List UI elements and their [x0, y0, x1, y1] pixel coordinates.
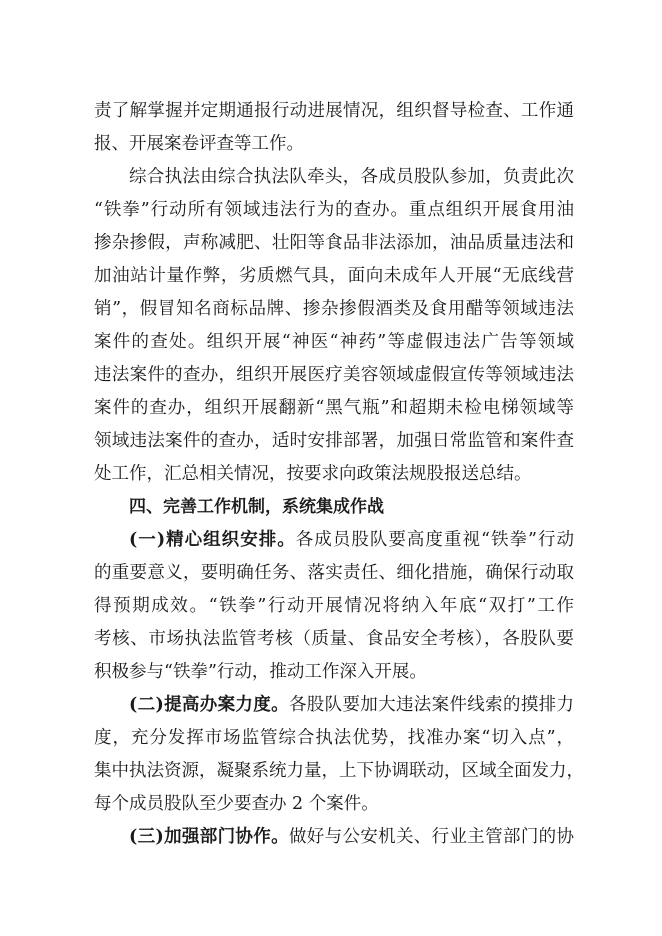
paragraph-text: 各股队要加大违法案件线索的摸排力 [288, 695, 574, 715]
subsection-title: (二)提高办案力度。 [129, 695, 289, 715]
paragraph-line: 领域违法案件的查办，适时安排部署，加强日常监管和案件查 [94, 431, 574, 451]
paragraph-line: 的重要意义，要明确任务、落实责任、细化措施，确保行动取 [94, 563, 574, 583]
paragraph-line: 报、开展案卷评查等工作。 [94, 134, 304, 154]
paragraph-line: 综合执法由综合执法队牵头，各成员股队参加，负责此次 [129, 167, 574, 187]
paragraph-line [94, 691, 574, 719]
paragraph-line: 考核、市场执法监管考核（质量、食品安全考核），各股队要 [94, 629, 574, 649]
paragraph-line: 加油站计量作弊，劣质燃气具，面向未成年人开展“无底线营 [94, 266, 574, 286]
paragraph-line: 处工作，汇总相关情况，按要求向政策法规股报送总结。 [94, 464, 532, 484]
subsection-title: (三)加强部门协作。 [129, 827, 289, 847]
paragraph-line: 掺杂掺假，声称减肥、壮阳等食品非法添加，油品质量违法和 [94, 233, 574, 253]
paragraph-line: 案件的查办，组织开展翻新“黑气瓶”和超期未检电梯领域等 [94, 398, 574, 418]
paragraph-line: 案件的查处。组织开展“神医“神药”等虚假违法广告等领域 [94, 332, 574, 352]
subsection-title: (一)精心组织安排。 [129, 530, 296, 550]
paragraph-line: 得预期成效。“铁拳”行动开展情况将纳入年底“双打”工作 [94, 596, 574, 616]
paragraph-line: 每个成员股队至少要查办 2 个案件。 [94, 794, 379, 814]
section-heading: 四、完善工作机制，系统集成作战 [129, 497, 384, 517]
paragraph-line: 责了解掌握并定期通报行动进展情况，组织督导检查、工作通 [94, 101, 574, 121]
paragraph-line: 集中执法资源，凝聚系统力量，上下协调联动，区域全面发力， [94, 761, 584, 781]
paragraph-line [94, 526, 574, 554]
paragraph-line: 度，充分发挥市场监管综合执法优势，找准办案“切入点”， [94, 728, 574, 748]
paragraph-line: “铁拳”行动所有领域违法行为的查办。重点组织开展食用油 [94, 200, 574, 220]
paragraph-line: 违法案件的查办，组织开展医疗美容领域虚假宣传等领域违法 [94, 365, 574, 385]
paragraph-line: 销”，假冒知名商标品牌、掺杂掺假酒类及食用醋等领域违法 [94, 299, 574, 319]
paragraph-text: 各成员股队要高度重视“铁拳”行动 [295, 530, 574, 550]
paragraph-text: 做好与公安机关、行业主管部门的协 [288, 827, 574, 847]
paragraph-line [94, 823, 574, 851]
paragraph-line: 积极参与“铁拳”行动，推动工作深入开展。 [94, 662, 427, 682]
